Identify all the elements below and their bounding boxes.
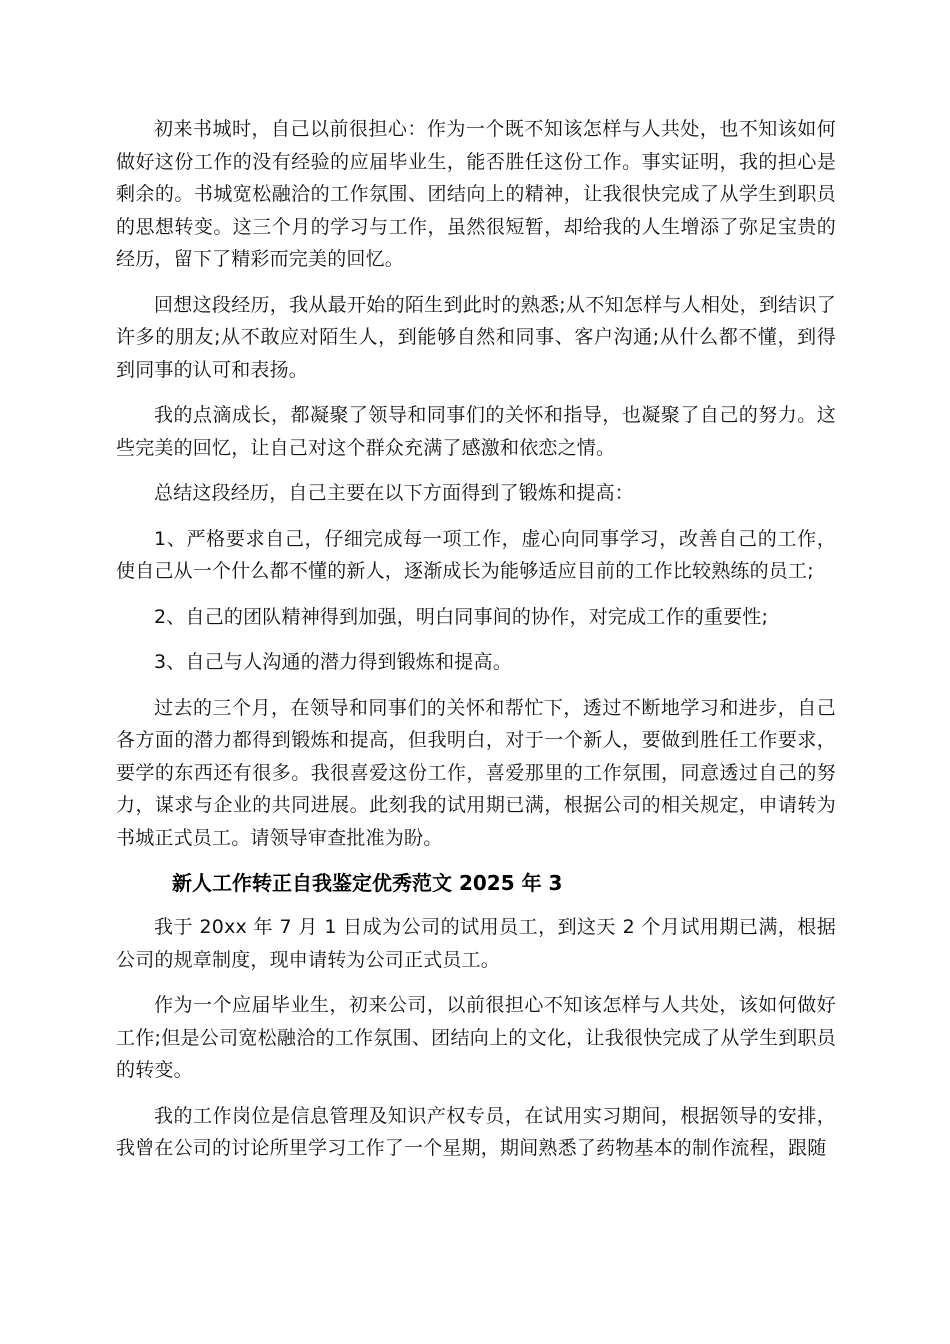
list-item-team-spirit: 2、自己的团队精神得到加强，明白同事间的协作，对完成工作的重要性; [154, 605, 769, 628]
paragraph-growth-gratitude: 我的点滴成长，都凝聚了领导和同事们的关怀和指导，也凝聚了自己的努力。这些完美的回忆，让自己对这个群众充满了感激和依恋之情。 [116, 404, 836, 459]
paragraph-probation-statement: 我于 20xx 年 7 月 1 日成为公司的试用员工，到这天 2 个月试用期已满，根据公司的规章制度，现申请转为公司正式员工。 [116, 916, 836, 971]
document-page [116, 113, 836, 1178]
list-item-communication: 3、自己与人沟通的潜力得到锻炼和提高。 [154, 651, 512, 673]
paragraph-job-position: 我的工作岗位是信息管理及知识产权专员，在试用实习期间，根据领导的安排，我曾在公司的讨论所里学习工作了一个星期，期间熟悉了药物基本的制作流程，跟随 [116, 1104, 836, 1159]
paragraph-recalling-experience: 回想这段经历，我从最开始的陌生到此时的熟悉;从不知怎样与人相处，到结识了许多的朋友;从不敢应对陌生人，到能够自然和同事、客户沟通;从什么都不懂，到得到同事的认可和表扬。 [116, 293, 836, 381]
paragraph-initial-worries: 初来书城时，自己以前很担心：作为一个既不知该怎样与人共处，也不知该如何做好这份工作的没有经验的应届毕业生，能否胜任这份工作。事实证明，我的担心是剩余的。书城宽松融洽的工作氛围、团结向上的精神，让我很快完成了从学生到职员的思想转变。这三个月的学习与工作，虽然很短暂，却给我的人生增添了弥足宝贵的经历，留下了精彩而完美的回忆。 [116, 118, 836, 270]
paragraph-summary-intro: 总结这段经历，自己主要在以下方面得到了锻炼和提高： [154, 482, 635, 504]
list-item-strict-requirements: 1、严格要求自己，仔细完成每一项工作，虚心向同事学习，改善自己的工作，使自己从一个什么都不懂的新人，逐渐成长为能够适应目前的工作比较熟练的员工; [116, 527, 836, 582]
section-heading: 新人工作转正自我鉴定优秀范文 2025 年 3 [172, 871, 563, 895]
paragraph-graduate-adaptation: 作为一个应届毕业生，初来公司，以前很担心不知该怎样与人共处，该如何做好工作;但是公司宽松融洽的工作氛围、团结向上的文化，让我很快完成了从学生到职员的转变。 [116, 994, 836, 1081]
paragraph-conclusion-request: 过去的三个月，在领导和同事们的关怀和帮忙下，透过不断地学习和进步，自己各方面的潜力都得到锻炼和提高，但我明白，对于一个新人，要做到胜任工作要求，要学的东西还有很多。我很喜爱这份工作，喜爱那里的工作氛围，同意透过自己的努力，谋求与企业的共同进展。此刻我的试用期已满，根据公司的相关规定，申请转为书城正式员工。请领导审查批准为盼。 [116, 696, 836, 849]
